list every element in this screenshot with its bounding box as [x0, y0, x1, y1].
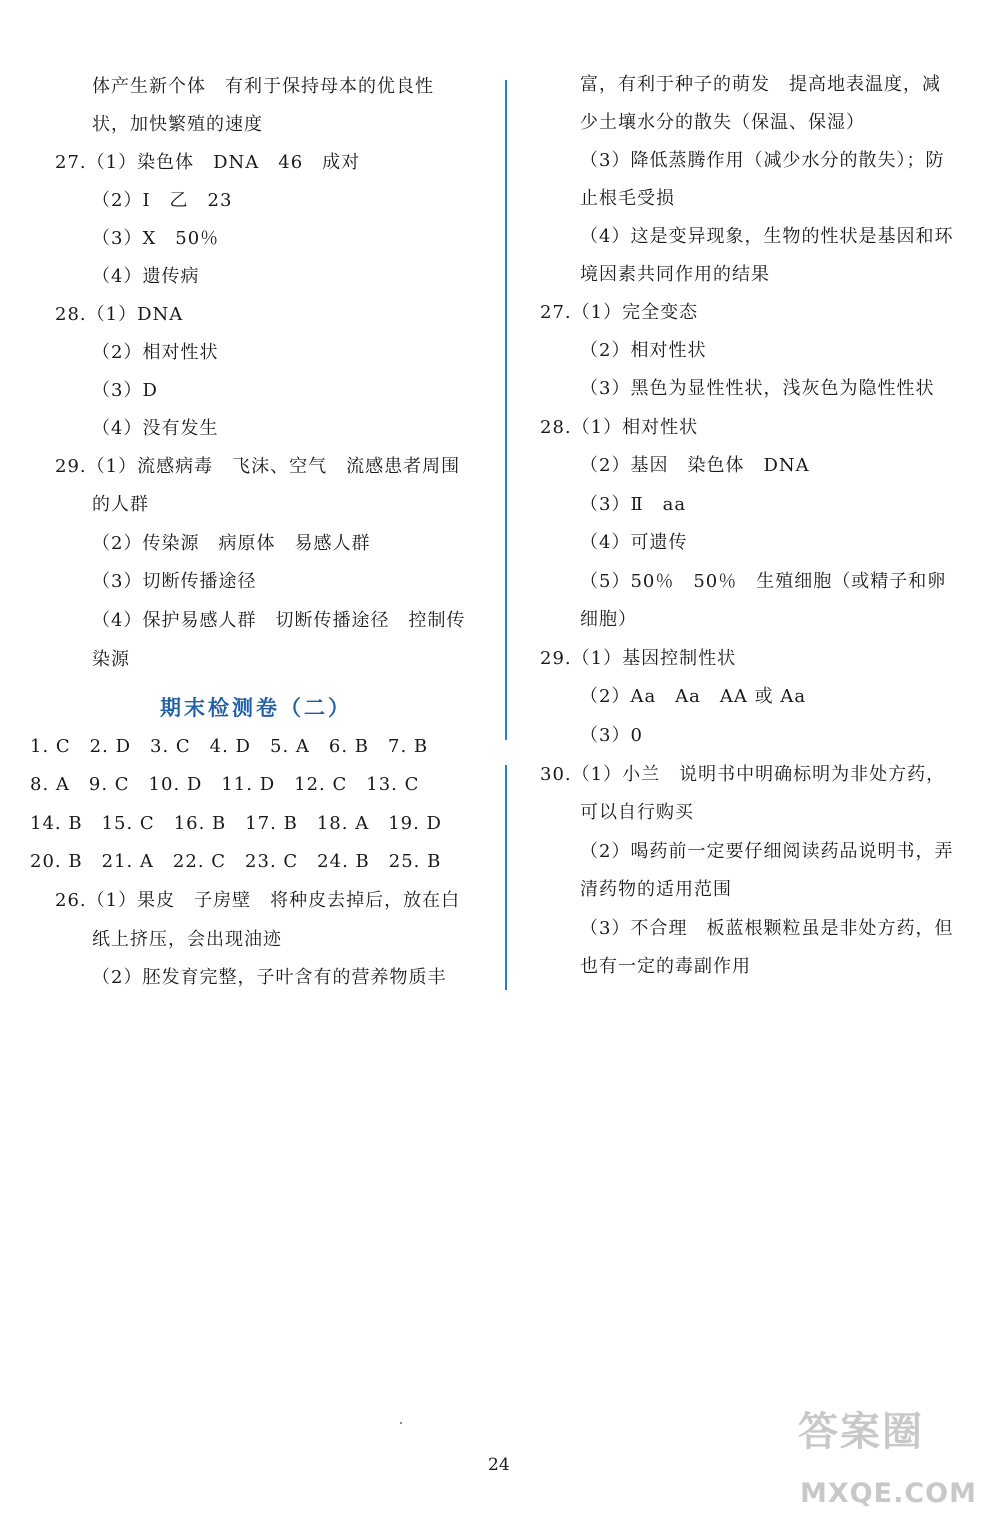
answer-line: 8. A 9. C 10. D 11. D 12. C 13. C: [30, 774, 420, 795]
answer-line: 27.（1）染色体 DNA 46 成对: [55, 152, 361, 173]
answer-line: 清药物的适用范围: [580, 879, 732, 900]
answer-line: （2）喝药前一定要仔细阅读药品说明书，弄: [580, 841, 954, 862]
answer-line: （2）Aa Aa AA 或 Aa: [580, 686, 807, 707]
answer-line: （4）遗传病: [92, 266, 200, 287]
answer-line: （2）传染源 病原体 易感人群: [92, 533, 371, 554]
answer-line: （3）D: [92, 380, 158, 401]
answer-line: 30.（1）小兰 说明书中明确标明为非处方药，: [540, 764, 946, 785]
answer-line: 29.（1）流感病毒 飞沫、空气 流感患者周围: [55, 456, 461, 477]
watermark-text-top: 答案圈: [798, 1409, 924, 1455]
answer-line: 止根毛受损: [580, 188, 675, 209]
answer-line: 20. B 21. A 22. C 23. C 24. B 25. B: [30, 851, 442, 872]
page-number: 24: [488, 1455, 510, 1475]
watermark-text-bottom: MXQE.COM: [800, 1478, 977, 1509]
answer-line: （2）Ⅰ 乙 23: [92, 190, 233, 211]
watermark-logo: [790, 1400, 990, 1520]
answer-line: 28.（1）相对性状: [540, 417, 699, 438]
answer-line: （3）0: [580, 725, 643, 746]
print-speck: [400, 1422, 402, 1424]
answer-line: 也有一定的毒副作用: [580, 956, 751, 977]
answer-line: （3）切断传播途径: [92, 571, 257, 592]
answer-line: （3）X 50％: [92, 228, 220, 249]
answer-line: 细胞）: [580, 609, 637, 630]
answer-line: （3）不合理 板蓝根颗粒虽是非处方药，但: [580, 918, 954, 939]
answer-line: 富，有利于种子的萌发 提高地表温度，减: [580, 74, 941, 95]
answer-line: 体产生新个体 有利于保持母本的优良性: [92, 76, 434, 97]
answer-line: 27.（1）完全变态: [540, 302, 699, 323]
answer-line: 26.（1）果皮 子房壁 将种皮去掉后，放在白: [55, 890, 461, 911]
answer-line: （3）Ⅱ aa: [580, 494, 687, 515]
answer-line: （5）50％ 50％ 生殖细胞（或精子和卵: [580, 571, 947, 592]
answer-line: 29.（1）基因控制性状: [540, 648, 737, 669]
answer-line: （2）相对性状: [92, 342, 219, 363]
answer-line: （2）相对性状: [580, 340, 707, 361]
answer-line: （4）没有发生: [92, 418, 219, 439]
answer-line: 纸上挤压，会出现油迹: [92, 929, 282, 950]
answer-line: 境因素共同作用的结果: [580, 264, 770, 285]
answer-line: （4）可遗传: [580, 532, 688, 553]
answer-line: 少土壤水分的散失（保温、保湿）: [580, 112, 865, 133]
answer-line: （2）基因 染色体 DNA: [580, 455, 810, 476]
section-title: 期末检测卷（二）: [160, 696, 352, 720]
answer-line: （3）降低蒸腾作用（减少水分的散失）；防: [580, 150, 945, 171]
answer-line: 的人群: [92, 494, 149, 515]
answer-line: （4）这是变异现象，生物的性状是基因和环: [580, 226, 954, 247]
answer-line: （2）胚发育完整，子叶含有的营养物质丰: [92, 967, 447, 988]
answer-line: 1. C 2. D 3. C 4. D 5. A 6. B 7. B: [30, 736, 429, 757]
answer-line: 28.（1）DNA: [55, 304, 184, 325]
answer-line: 可以自行购买: [580, 802, 694, 823]
answer-line: 14. B 15. C 16. B 17. B 18. A 19. D: [30, 813, 442, 834]
column-divider-top: [505, 80, 507, 740]
answer-line: （4）保护易感人群 切断传播途径 控制传: [92, 610, 466, 631]
answer-line: （3）黑色为显性性状，浅灰色为隐性性状: [580, 378, 935, 399]
answer-line: 状，加快繁殖的速度: [92, 114, 263, 135]
answer-line: 染源: [92, 649, 130, 670]
column-divider-bottom: [505, 765, 507, 990]
